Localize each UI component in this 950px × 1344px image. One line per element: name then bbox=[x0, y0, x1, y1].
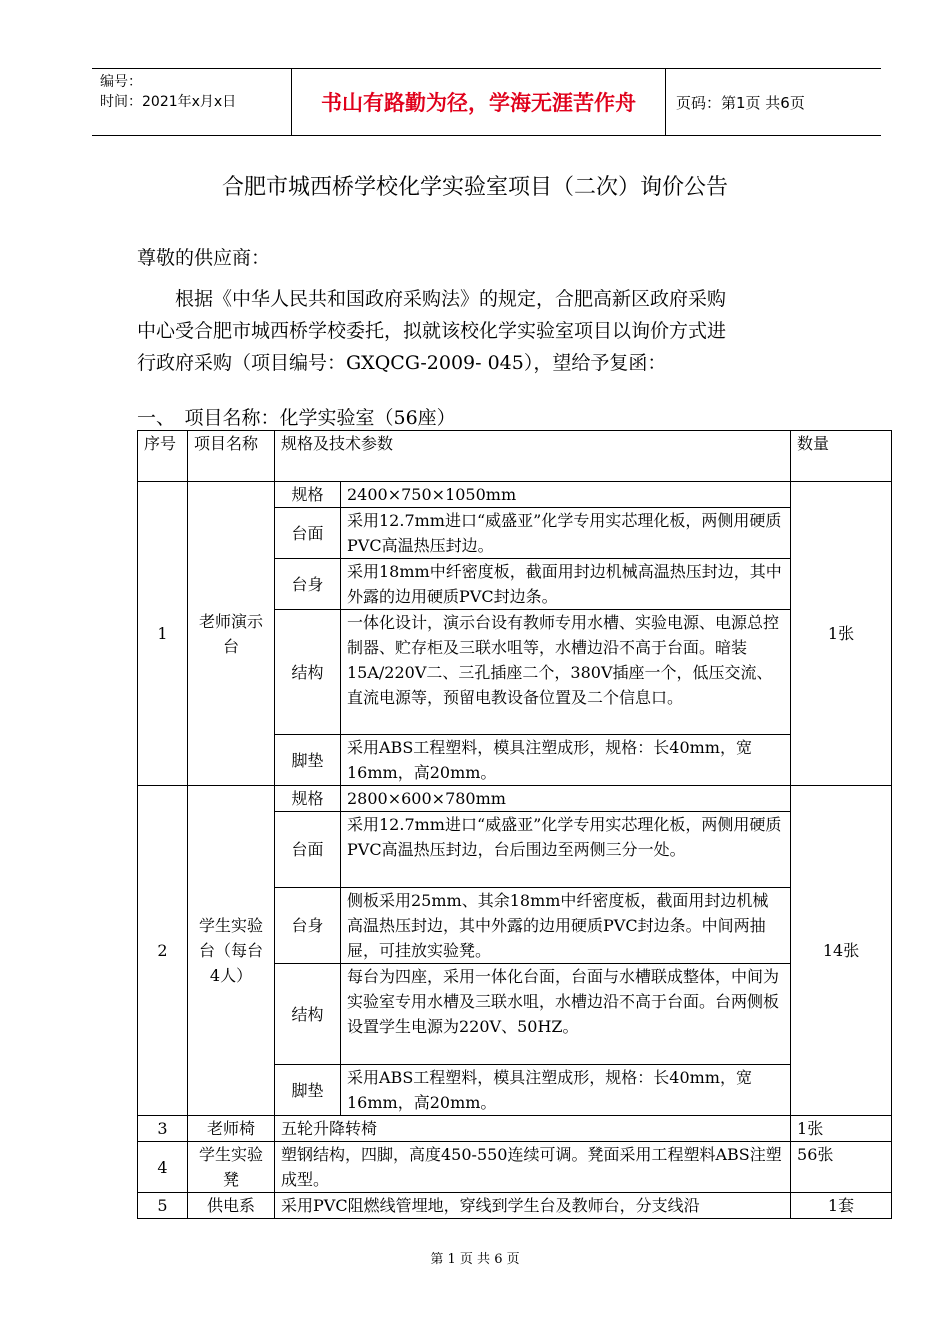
item2-seq: 2 bbox=[138, 786, 188, 1116]
greeting: 尊敬的供应商： bbox=[137, 247, 271, 269]
page-footer: 第 1 页 共 6 页 bbox=[430, 1252, 520, 1267]
body-line: 行政府采购（项目编号：GXQCG-2009- 045），望给予复函： bbox=[137, 352, 667, 374]
row-text: 2400×750×1050mm bbox=[341, 482, 791, 508]
spec-table bbox=[137, 430, 892, 1219]
item4-name: 学生实验凳 bbox=[188, 1142, 275, 1193]
row-text: 采用ABS工程塑料，模具注塑成形，规格：长40mm，宽16mm，高20mm。 bbox=[341, 735, 791, 786]
row-text: 采用12.7mm进口“威盛亚”化学专用实芯理化板，两侧用硬质PVC高温热压封边。 bbox=[341, 508, 791, 559]
section-heading: 一、 项目名称：化学实验室（56座） bbox=[137, 407, 456, 429]
table-row bbox=[138, 482, 892, 508]
item4-spec: 塑钢结构，四脚，高度450-550连续可调。凳面采用工程塑料ABS注塑成型。 bbox=[275, 1142, 791, 1193]
header-qty: 数量 bbox=[791, 431, 892, 482]
table-row bbox=[138, 1116, 892, 1142]
row-text: 采用12.7mm进口“威盛亚”化学专用实芯理化板，两侧用硬质PVC高温热压封边，台后围边至两侧三分一处。 bbox=[341, 812, 791, 888]
row-text: 每台为四座，采用一体化台面，台面与水槽联成整体，中间为实验室专用水槽及三联水咀，水槽边沿不高于台面。台两侧板设置学生电源为220V、50HZ。 bbox=[341, 964, 791, 1065]
row-label: 台面 bbox=[275, 508, 341, 559]
number-label: 编号： bbox=[100, 74, 142, 90]
item5-seq: 5 bbox=[138, 1193, 188, 1219]
time-label: 时间：2021年x月x日 bbox=[100, 94, 237, 110]
item3-spec: 五轮升降转椅 bbox=[275, 1116, 791, 1142]
row-label: 脚垫 bbox=[275, 735, 341, 786]
row-label: 台身 bbox=[275, 559, 341, 610]
row-label: 脚垫 bbox=[275, 1065, 341, 1116]
item1-seq: 1 bbox=[138, 482, 188, 786]
item4-qty: 56张 bbox=[791, 1142, 892, 1193]
row-label: 结构 bbox=[275, 610, 341, 735]
header-name: 项目名称 bbox=[188, 431, 275, 482]
row-text: 采用ABS工程塑料，模具注塑成形，规格：长40mm，宽16mm，高20mm。 bbox=[341, 1065, 791, 1116]
body-line: 根据《中华人民共和国政府采购法》的规定，合肥高新区政府采购 bbox=[137, 288, 727, 310]
row-label: 台身 bbox=[275, 888, 341, 964]
header-seq: 序号 bbox=[138, 431, 188, 482]
item2-name: 学生实验台（每台4人） bbox=[188, 786, 275, 1116]
item5-spec: 采用PVC阻燃线管埋地，穿线到学生台及教师台，分支线沿 bbox=[275, 1193, 791, 1219]
header-motto: 书山有路勤为径，学海无涯苦作舟 bbox=[292, 69, 666, 135]
table-row bbox=[138, 786, 892, 812]
header-meta bbox=[92, 69, 292, 135]
item1-qty: 1张 bbox=[791, 482, 892, 786]
row-text: 一体化设计，演示台设有教师专用水槽、实验电源、电源总控制器、贮存柜及三联水咀等，水槽边沿不高于台面。暗装15A/220V二、三孔插座二个，380V插座一个，低压交流、直流电源等，预留电教设备位置及二个信息口。 bbox=[341, 610, 791, 735]
row-label: 台面 bbox=[275, 812, 341, 888]
row-text: 采用18mm中纤密度板，截面用封边机械高温热压封边，其中外露的边用硬质PVC封边条。 bbox=[341, 559, 791, 610]
row-label: 规格 bbox=[275, 786, 341, 812]
table-header-row bbox=[138, 431, 892, 482]
table-row bbox=[138, 1193, 892, 1219]
document-title: 合肥市城西桥学校化学实验室项目（二次）询价公告 bbox=[221, 175, 728, 200]
row-text: 侧板采用25mm、其余18mm中纤密度板，截面用封边机械高温热压封边，其中外露的边用硬质PVC封边条。中间两抽屉，可挂放实验凳。 bbox=[341, 888, 791, 964]
item5-name: 供电系 bbox=[188, 1193, 275, 1219]
item3-seq: 3 bbox=[138, 1116, 188, 1142]
item3-name: 老师椅 bbox=[188, 1116, 275, 1142]
body-paragraph bbox=[137, 283, 837, 379]
table-row bbox=[138, 1142, 892, 1193]
item1-name: 老师演示台 bbox=[188, 482, 275, 786]
item3-qty: 1张 bbox=[791, 1116, 892, 1142]
row-label: 规格 bbox=[275, 482, 341, 508]
item5-qty: 1套 bbox=[791, 1193, 892, 1219]
header-spec: 规格及技术参数 bbox=[275, 431, 791, 482]
page-header bbox=[92, 68, 881, 136]
body-line: 中心受合肥市城西桥学校委托，拟就该校化学实验室项目以询价方式进 bbox=[137, 320, 727, 342]
item4-seq: 4 bbox=[138, 1142, 188, 1193]
row-text: 2800×600×780mm bbox=[341, 786, 791, 812]
header-page-info: 页码：第1页 共6页 bbox=[676, 93, 805, 112]
item2-qty: 14张 bbox=[791, 786, 892, 1116]
row-label: 结构 bbox=[275, 964, 341, 1065]
